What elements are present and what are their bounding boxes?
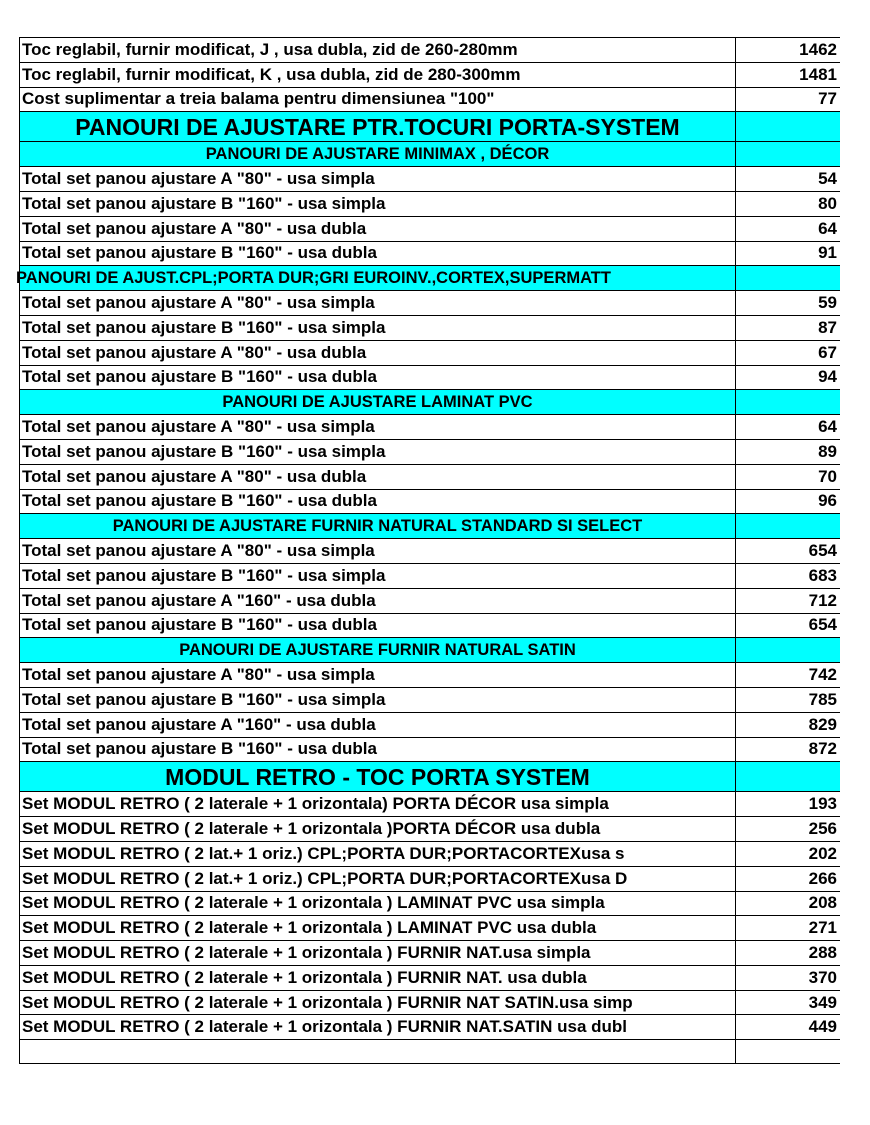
product-name-cell[interactable] bbox=[20, 87, 736, 112]
product-name-cell[interactable] bbox=[20, 762, 736, 792]
table-row bbox=[20, 941, 841, 966]
product-name-cell[interactable] bbox=[20, 638, 736, 663]
table-row bbox=[20, 241, 841, 266]
product-name: Toc reglabil, furnir modificat, J , usa dubla, zid de 260-280mm bbox=[22, 39, 518, 59]
empty-row bbox=[20, 1040, 841, 1064]
product-name: Set MODUL RETRO ( 2 laterale + 1 orizontala )PORTA DÉCOR usa dubla bbox=[22, 819, 601, 838]
product-name-cell[interactable] bbox=[20, 415, 736, 440]
price-cell[interactable]: 94 bbox=[736, 365, 841, 390]
product-name: MODUL RETRO - TOC PORTA SYSTEM bbox=[165, 763, 590, 790]
product-name: Total set panou ajustare A "80" - usa simpla bbox=[22, 417, 375, 437]
price-cell[interactable]: 96 bbox=[736, 489, 841, 514]
price-cell[interactable]: 59 bbox=[736, 291, 841, 316]
product-name-cell[interactable] bbox=[20, 191, 736, 216]
price-cell[interactable]: 91 bbox=[736, 241, 841, 266]
price-cell[interactable]: 193 bbox=[736, 792, 841, 817]
table-row bbox=[20, 737, 841, 762]
product-name: PANOURI DE AJUSTARE LAMINAT PVC bbox=[222, 393, 533, 412]
product-name-cell[interactable] bbox=[20, 891, 736, 916]
product-name: Set MODUL RETRO ( 2 laterale + 1 orizontala ) LAMINAT PVC usa simpla bbox=[22, 893, 605, 913]
subsection-header bbox=[20, 142, 841, 167]
product-name-cell[interactable] bbox=[20, 563, 736, 588]
product-name: Set MODUL RETRO ( 2 laterale + 1 orizontala ) FURNIR NAT.usa simpla bbox=[22, 942, 591, 962]
product-name: Total set panou ajustare B "160" - usa dubla bbox=[22, 615, 377, 635]
product-name-cell[interactable] bbox=[20, 588, 736, 613]
price-cell[interactable]: 67 bbox=[736, 340, 841, 365]
product-name: Total set panou ajustare A "80" - usa dubla bbox=[22, 342, 367, 362]
product-name-cell[interactable] bbox=[20, 241, 736, 266]
price-cell[interactable] bbox=[736, 1040, 841, 1064]
price-cell[interactable]: 70 bbox=[736, 464, 841, 489]
table-row bbox=[20, 539, 841, 564]
price-cell[interactable]: 202 bbox=[736, 841, 841, 866]
product-name-cell[interactable] bbox=[20, 990, 736, 1015]
product-name-cell[interactable] bbox=[20, 817, 736, 842]
price-cell[interactable] bbox=[736, 514, 841, 539]
subsection-header bbox=[20, 266, 841, 291]
price-cell[interactable]: 87 bbox=[736, 315, 841, 340]
product-name: Total set panou ajustare A "160" - usa dubla bbox=[22, 714, 376, 734]
table-row bbox=[20, 1015, 841, 1040]
product-name: Total set panou ajustare B "160" - usa dubla bbox=[22, 739, 377, 759]
table-row bbox=[20, 439, 841, 464]
price-cell[interactable]: 77 bbox=[736, 87, 841, 112]
product-name: Total set panou ajustare A "80" - usa dubla bbox=[22, 466, 367, 486]
product-name: Total set panou ajustare B "160" - usa dubla bbox=[22, 367, 377, 387]
product-name: Total set panou ajustare A "80" - usa simpla bbox=[22, 541, 375, 561]
product-name-cell[interactable] bbox=[20, 663, 736, 688]
product-name: Total set panou ajustare B "160" - usa simpla bbox=[22, 689, 386, 709]
price-cell[interactable]: 1462 bbox=[736, 38, 841, 63]
price-cell[interactable]: 654 bbox=[736, 613, 841, 638]
section-header bbox=[20, 112, 841, 142]
product-name-cell[interactable] bbox=[20, 965, 736, 990]
price-cell[interactable]: 64 bbox=[736, 216, 841, 241]
price-cell[interactable]: 349 bbox=[736, 990, 841, 1015]
product-name-cell[interactable] bbox=[20, 112, 736, 142]
price-cell[interactable]: 872 bbox=[736, 737, 841, 762]
product-name: Set MODUL RETRO ( 2 lat.+ 1 oriz.) CPL;PORTA DUR;PORTACORTEXusa D bbox=[22, 868, 628, 888]
product-name: Set MODUL RETRO ( 2 lat.+ 1 oriz.) CPL;PORTA DUR;PORTACORTEXusa s bbox=[22, 843, 625, 863]
product-name: Total set panou ajustare A "80" - usa simpla bbox=[22, 169, 375, 189]
product-name: PANOURI DE AJUST.CPL;PORTA DUR;GRI EUROINV.,CORTEX,SUPERMATT bbox=[16, 269, 611, 288]
price-cell[interactable] bbox=[736, 266, 841, 291]
price-cell[interactable]: 256 bbox=[736, 817, 841, 842]
product-name-cell[interactable] bbox=[20, 687, 736, 712]
price-cell[interactable] bbox=[736, 638, 841, 663]
table-row bbox=[20, 916, 841, 941]
subsection-header bbox=[20, 638, 841, 663]
product-name-cell[interactable] bbox=[20, 62, 736, 87]
table-row bbox=[20, 613, 841, 638]
table-row bbox=[20, 663, 841, 688]
table-row bbox=[20, 891, 841, 916]
table-row bbox=[20, 291, 841, 316]
table-row bbox=[20, 167, 841, 192]
price-cell[interactable]: 271 bbox=[736, 916, 841, 941]
price-cell[interactable] bbox=[736, 390, 841, 415]
price-cell[interactable]: 80 bbox=[736, 191, 841, 216]
table-row bbox=[20, 87, 841, 112]
product-name: Total set panou ajustare B "160" - usa simpla bbox=[22, 565, 386, 585]
price-cell[interactable]: 1481 bbox=[736, 62, 841, 87]
table-row bbox=[20, 315, 841, 340]
product-name-cell[interactable] bbox=[20, 841, 736, 866]
price-cell[interactable] bbox=[736, 142, 841, 167]
table-row bbox=[20, 792, 841, 817]
product-name-cell[interactable] bbox=[20, 315, 736, 340]
product-name-cell[interactable] bbox=[20, 712, 736, 737]
product-name-cell[interactable] bbox=[20, 340, 736, 365]
product-name: PANOURI DE AJUSTARE MINIMAX , DÉCOR bbox=[205, 145, 550, 164]
product-name-cell[interactable] bbox=[16, 266, 736, 291]
table-row bbox=[20, 965, 841, 990]
table-row bbox=[20, 340, 841, 365]
product-name: Cost suplimentar a treia balama pentru dimensiunea "100" bbox=[22, 89, 495, 109]
table-row bbox=[20, 415, 841, 440]
product-name: PANOURI DE AJUSTARE FURNIR NATURAL SATIN bbox=[179, 641, 576, 660]
product-name-cell[interactable] bbox=[20, 941, 736, 966]
product-name: Total set panou ajustare A "80" - usa simpla bbox=[22, 665, 375, 685]
section-header bbox=[20, 762, 841, 792]
table-row bbox=[20, 365, 841, 390]
product-name-cell[interactable] bbox=[20, 291, 736, 316]
product-name-cell[interactable] bbox=[20, 1015, 736, 1040]
subsection-header bbox=[20, 514, 841, 539]
table-row bbox=[20, 990, 841, 1015]
price-cell[interactable]: 449 bbox=[736, 1015, 841, 1040]
product-name-cell[interactable] bbox=[20, 613, 736, 638]
product-name: Set MODUL RETRO ( 2 laterale + 1 orizontala ) FURNIR NAT. usa dubla bbox=[22, 967, 587, 987]
product-name: PANOURI DE AJUSTARE FURNIR NATURAL STANDARD SI SELECT bbox=[112, 517, 643, 536]
product-name-cell[interactable] bbox=[20, 1040, 736, 1064]
price-cell[interactable]: 208 bbox=[736, 891, 841, 916]
product-name-cell[interactable] bbox=[20, 167, 736, 192]
product-name: Total set panou ajustare B "160" - usa simpla bbox=[22, 441, 386, 461]
product-name: Total set panou ajustare A "80" - usa dubla bbox=[22, 218, 367, 238]
table-row bbox=[20, 841, 841, 866]
product-name: Total set panou ajustare B "160" - usa dubla bbox=[22, 491, 377, 511]
price-list-table bbox=[16, 37, 840, 1064]
product-name: Total set panou ajustare A "160" - usa dubla bbox=[22, 590, 376, 610]
price-cell[interactable]: 89 bbox=[736, 439, 841, 464]
product-name-cell[interactable] bbox=[20, 439, 736, 464]
product-name: PANOURI DE AJUSTARE PTR.TOCURI PORTA-SYSTEM bbox=[75, 113, 680, 140]
price-cell[interactable]: 288 bbox=[736, 941, 841, 966]
table-row bbox=[20, 62, 841, 87]
product-name-cell[interactable] bbox=[20, 539, 736, 564]
product-name: Set MODUL RETRO ( 2 laterale + 1 orizontala ) FURNIR NAT.SATIN usa dubl bbox=[22, 1017, 627, 1037]
price-cell[interactable] bbox=[736, 112, 841, 142]
table-row bbox=[20, 588, 841, 613]
table-row bbox=[20, 563, 841, 588]
product-name-cell[interactable] bbox=[20, 514, 736, 539]
product-name-cell[interactable] bbox=[20, 737, 736, 762]
table-row bbox=[20, 712, 841, 737]
product-name-cell[interactable] bbox=[20, 365, 736, 390]
product-name-cell[interactable] bbox=[20, 866, 736, 891]
product-name-cell[interactable] bbox=[20, 792, 736, 817]
table-row bbox=[20, 191, 841, 216]
product-name-cell[interactable] bbox=[20, 464, 736, 489]
table-row bbox=[20, 817, 841, 842]
product-name-cell[interactable] bbox=[20, 216, 736, 241]
price-list-body bbox=[16, 38, 841, 1064]
table-row bbox=[20, 38, 841, 63]
table-row bbox=[20, 489, 841, 514]
price-cell[interactable]: 742 bbox=[736, 663, 841, 688]
product-name: Set MODUL RETRO ( 2 laterale + 1 orizontala ) LAMINAT PVC usa dubla bbox=[22, 918, 597, 938]
price-cell[interactable]: 54 bbox=[736, 167, 841, 192]
product-name: Total set panou ajustare B "160" - usa simpla bbox=[22, 317, 386, 337]
product-name: Toc reglabil, furnir modificat, K , usa dubla, zid de 280-300mm bbox=[22, 64, 521, 84]
price-cell[interactable] bbox=[736, 762, 841, 792]
product-name-cell[interactable] bbox=[20, 142, 736, 167]
subsection-header bbox=[20, 390, 841, 415]
product-name: Set MODUL RETRO ( 2 laterale + 1 orizontala) PORTA DÉCOR usa simpla bbox=[22, 794, 609, 814]
table-row bbox=[20, 866, 841, 891]
product-name: Total set panou ajustare A "80" - usa simpla bbox=[22, 293, 375, 313]
price-cell[interactable]: 654 bbox=[736, 539, 841, 564]
price-cell[interactable]: 829 bbox=[736, 712, 841, 737]
table-row bbox=[20, 216, 841, 241]
price-cell[interactable]: 683 bbox=[736, 563, 841, 588]
product-name-cell[interactable] bbox=[20, 38, 736, 63]
price-cell[interactable]: 266 bbox=[736, 866, 841, 891]
product-name-cell[interactable] bbox=[20, 390, 736, 415]
table-row bbox=[20, 464, 841, 489]
product-name: Total set panou ajustare B "160" - usa simpla bbox=[22, 193, 386, 213]
price-cell[interactable]: 370 bbox=[736, 965, 841, 990]
price-cell[interactable]: 785 bbox=[736, 687, 841, 712]
price-cell[interactable]: 712 bbox=[736, 588, 841, 613]
product-name-cell[interactable] bbox=[20, 916, 736, 941]
product-name-cell[interactable] bbox=[20, 489, 736, 514]
product-name: Total set panou ajustare B "160" - usa dubla bbox=[22, 243, 377, 263]
product-name: Set MODUL RETRO ( 2 laterale + 1 orizontala ) FURNIR NAT SATIN.usa simp bbox=[22, 992, 633, 1012]
price-cell[interactable]: 64 bbox=[736, 415, 841, 440]
table-row bbox=[20, 687, 841, 712]
